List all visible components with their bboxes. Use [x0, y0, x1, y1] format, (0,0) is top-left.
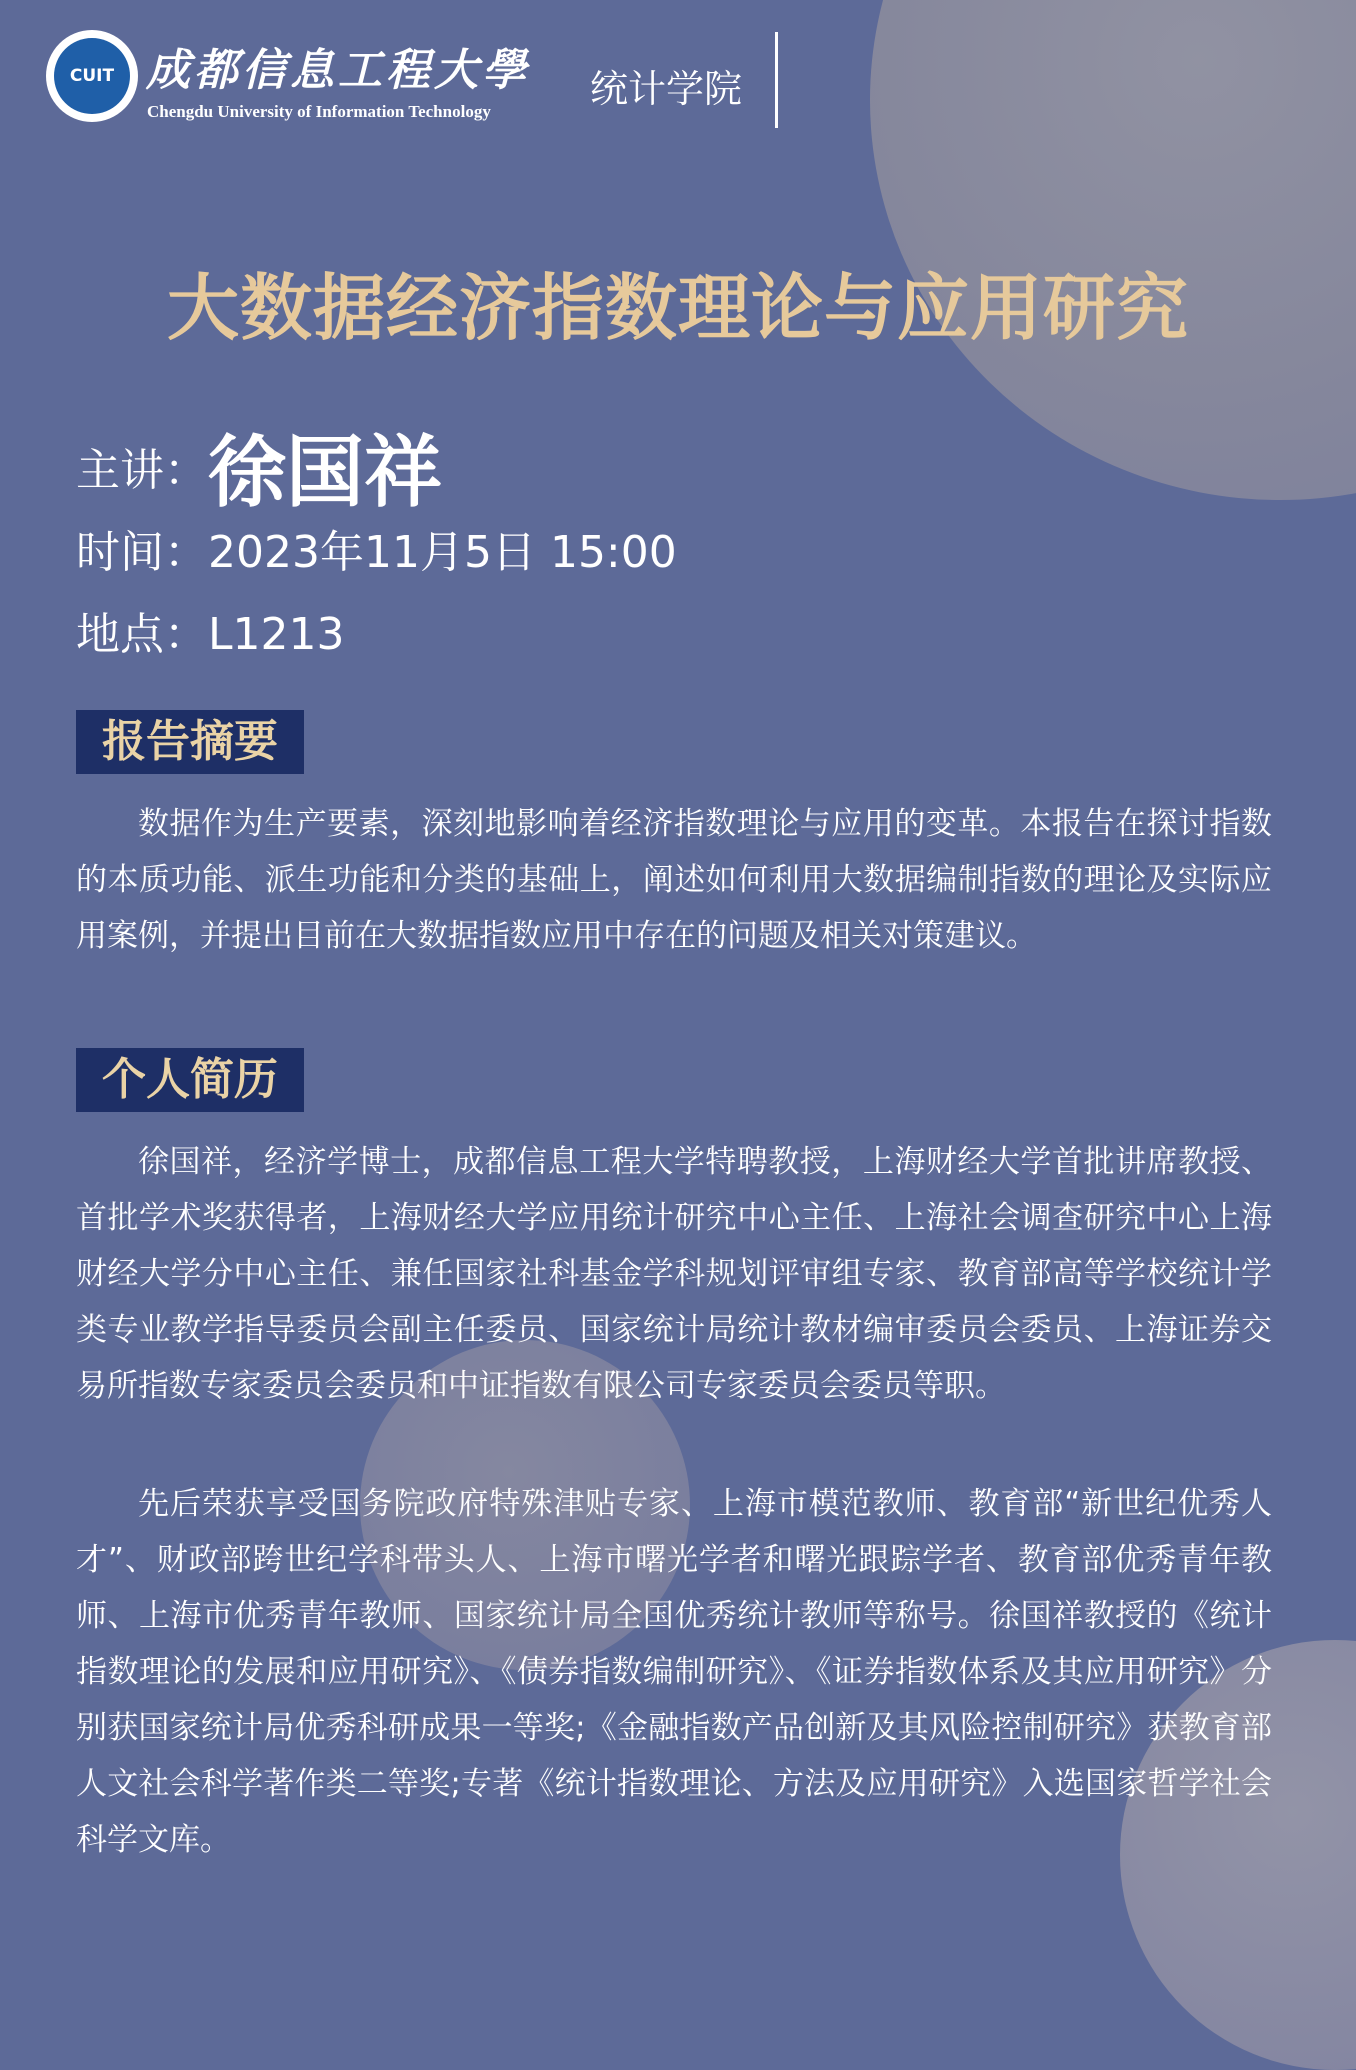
time-line	[76, 516, 677, 580]
speaker-name: 徐国祥	[208, 427, 443, 518]
header-divider	[775, 32, 778, 128]
bio-paragraph-2: 先后荣获享受国务院政府特殊津贴专家、上海市模范教师、教育部“新世纪优秀人才”、财政部跨世纪学科带头人、上海市曙光学者和曙光跟踪学者、教育部优秀青年教师、上海市优秀青年教师、国家统计局全国优秀统计教师等称号。徐国祥教授的《统计指数理论的发展和应用研究》、《债券指数编制研究》、《证券指数体系及其应用研究》分别获国家统计局优秀科研成果一等奖;《金融指数产品创新及其风险控制研究》获教育部人文社会科学著作类二等奖;专著《统计指数理论、方法及应用研究》入选国家哲学社会科学文库。	[76, 1486, 1272, 1858]
university-name-en: Chengdu University of Information Technology	[147, 102, 491, 121]
header	[46, 26, 786, 130]
time-label: 时间：	[76, 527, 208, 578]
university-name-cn: 成都信息工程大學	[146, 45, 530, 96]
lecture-title: 大数据经济指数理论与应用研究	[166, 265, 1189, 350]
place-line	[76, 598, 345, 662]
speaker-label: 主讲：	[76, 445, 208, 496]
logo-text: CUIT	[69, 66, 115, 86]
place-value: L1213	[208, 609, 345, 660]
university-logo	[46, 30, 138, 122]
bio-heading: 个人简历	[76, 1048, 304, 1112]
abstract-heading: 报告摘要	[76, 710, 304, 774]
logo-emblem	[54, 38, 130, 114]
bio-paragraph-1: 徐国祥，经济学博士，成都信息工程大学特聘教授，上海财经大学首批讲席教授、首批学术奖获得者，上海财经大学应用统计研究中心主任、上海社会调查研究中心上海财经大学分中心主任、兼任国家社科基金学科规划评审组专家、教育部高等学校统计学类专业教学指导委员会副主任委员、国家统计局统计教材编审委员会委员、上海证券交易所指数专家委员会委员和中证指数有限公司专家委员会委员等职。	[76, 1144, 1272, 1404]
place-label: 地点：	[76, 609, 208, 660]
time-value: 2023年11月5日 15:00	[208, 527, 677, 578]
speaker-line	[76, 410, 442, 522]
abstract-text: 数据作为生产要素，深刻地影响着经济指数理论与应用的变革。本报告在探讨指数的本质功能、派生功能和分类的基础上，阐述如何利用大数据编制指数的理论及实际应用案例，并提出目前在大数据指数应用中存在的问题及相关对策建议。	[76, 806, 1272, 954]
college-name: 统计学院	[590, 67, 743, 111]
